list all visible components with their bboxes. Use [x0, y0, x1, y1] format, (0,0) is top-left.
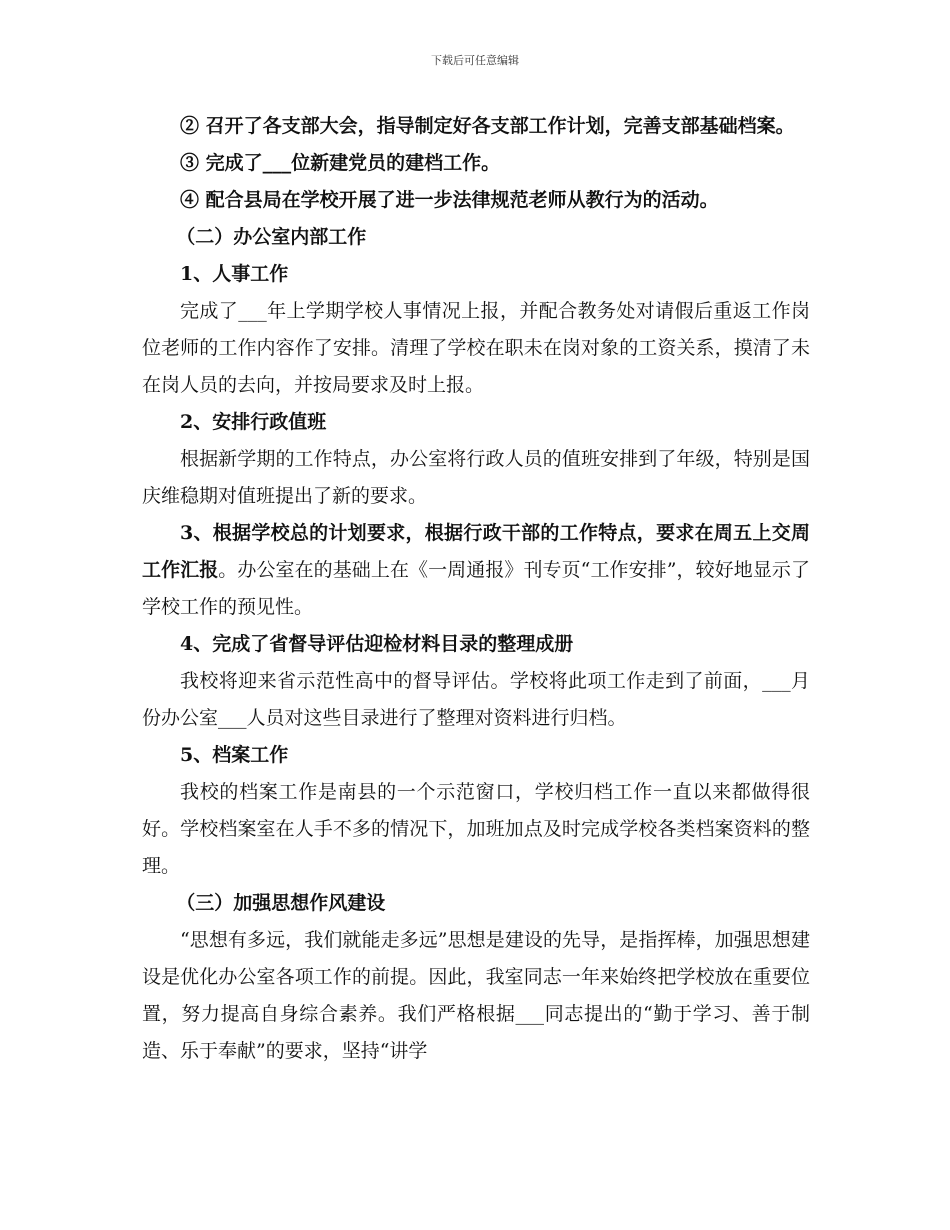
paragraph-weekly-report [142, 515, 810, 626]
page-header: 下载后可任意编辑 [431, 54, 519, 67]
subheading-duty: 2、安排行政值班 [180, 411, 327, 433]
paragraph-item-2: ② 召开了各支部大会，指导制定好各支部工作计划，完善支部基础档案。 [180, 115, 795, 137]
paragraph-archives: 我校的档案工作是南县的一个示范窗口，学校归档工作一直以来都做得很好。学校档案室在人手不多的情况下，加班加点及时完成学校各类档案资料的整理。 [142, 781, 810, 877]
subheading-archives: 5、档案工作 [180, 744, 289, 766]
weekly-report-text: 。办公室在的基础上在《一周通报》刊专页“工作安排”，较好地显示了学校工作的预见性。 [142, 559, 810, 618]
paragraph-ideology: “思想有多远，我们就能走多远”思想是建设的先导，是指挥棒，加强思想建设是优化办公室各项工作的前提。因此，我室同志一年来始终把学校放在重要位置，努力提高自身综合素养。我们严格根据___同志提出的“勤于学习、善于制造、乐于奉献”的要求，坚持“讲学 [142, 929, 810, 1062]
section-heading-3: （三）加强思想作风建设 [176, 892, 386, 914]
paragraph-personnel: 完成了___年上学期学校人事情况上报，并配合教务处对请假后重返工作岗位老师的工作内容作了安排。清理了学校在职未在岗对象的工资关系，摸清了未在岗人员的去向，并按局要求及时上报。 [142, 300, 810, 396]
subheading-personnel: 1、人事工作 [180, 263, 289, 285]
weekly-report-bold: 3、根据学校总的计划要求，根据行政干部的工作特点，要求在周五上交周工作汇报 [142, 522, 810, 581]
paragraph-item-3: ③ 完成了___位新建党员的建档工作。 [180, 152, 501, 174]
document-body [142, 108, 810, 1070]
paragraph-inspection: 我校将迎来省示范性高中的督导评估。学校将此项工作走到了前面，___月份办公室___人员对这些目录进行了整理对资料进行归档。 [142, 670, 810, 729]
section-heading-2: （二）办公室内部工作 [176, 226, 367, 248]
paragraph-duty: 根据新学期的工作特点，办公室将行政人员的值班安排到了年级，特别是国庆维稳期对值班提出了新的要求。 [142, 448, 810, 507]
paragraph-item-4: ④ 配合县局在学校开展了进一步法律规范老师从教行为的活动。 [180, 189, 719, 211]
subheading-inspection: 4、完成了省督导评估迎检材料目录的整理成册 [180, 633, 574, 655]
